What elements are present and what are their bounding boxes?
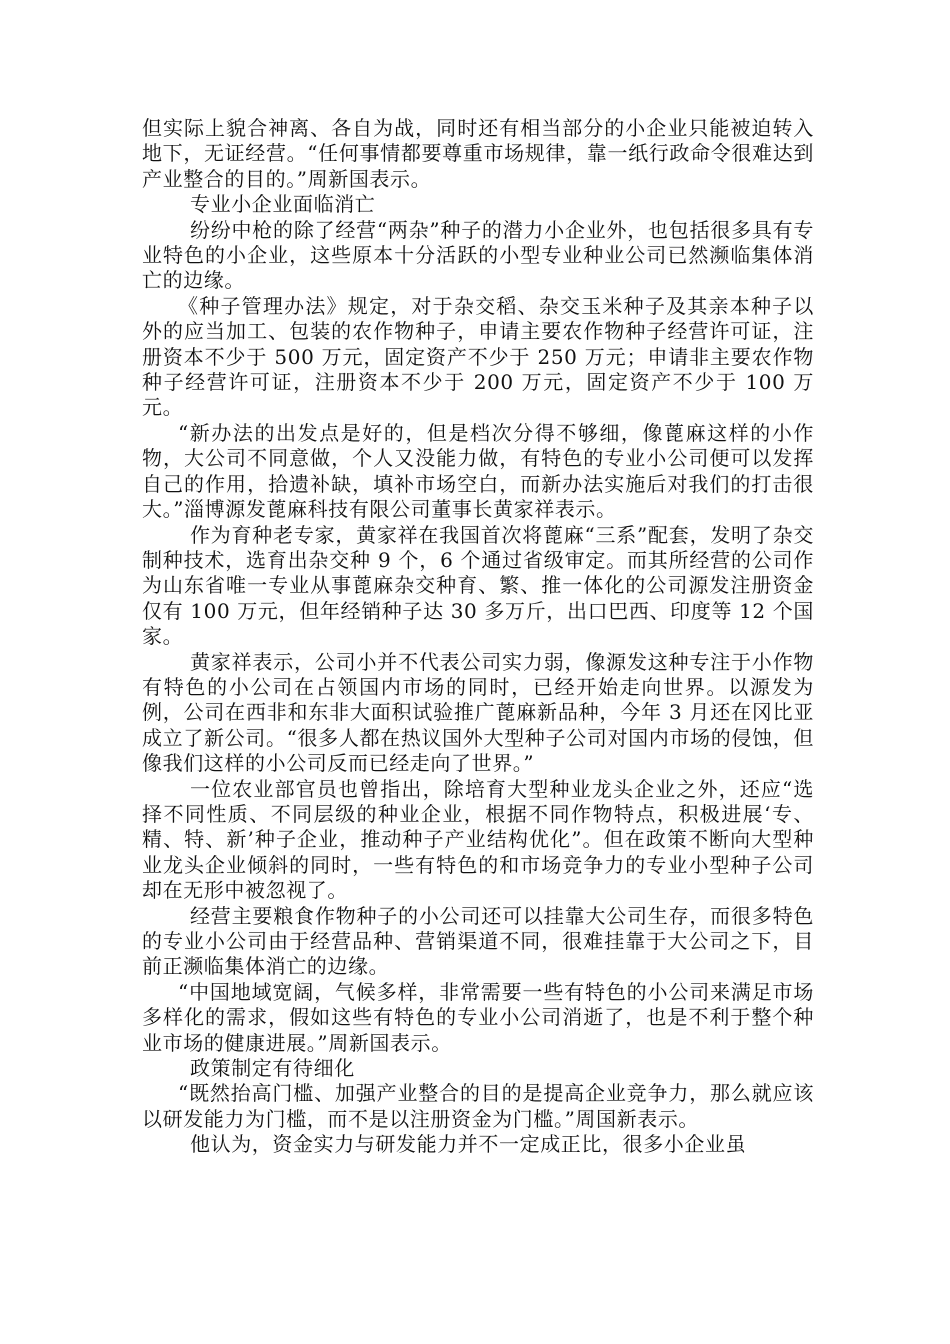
paragraph-quote: “新办法的出发点是好的，但是档次分得不够细，像蓖麻这样的小作物，大公司不同意做，个人又没能力做，有特色的专业小公司便可以发挥自己的作用，拾遗补缺，填补市场空白，而新办法实施后对我们的打击很大。”淄博源发蓖麻科技有限公司董事长黄家祥表示。 (142, 420, 814, 522)
paragraph: 纷纷中枪的除了经营“两杂”种子的潜力小企业外，也包括很多具有专业特色的小企业，这些原本十分活跃的小型专业种业公司已然濒临集体消亡的边缘。 (142, 217, 814, 293)
section-heading-small-firms: 专业小企业面临消亡 (190, 192, 376, 217)
paragraph-quote: “中国地域宽阔，气候多样，非常需要一些有特色的小公司来满足市场多样化的需求，假如这些有特色的专业小公司消逝了，也是不利于整个种业市场的健康进展。”周新国表示。 (142, 979, 814, 1055)
paragraph-continuation: 但实际上貌合神离、各自为战，同时还有相当部分的小企业只能被迫转入地下，无证经营。“任何事情都要尊重市场规律，靠一纸行政命令很难达到产业整合的目的。”周新国表示。 (142, 116, 814, 191)
paragraph-truncated: 他认为，资金实力与研发能力并不一定成正比，很多小企业虽 (190, 1132, 747, 1157)
paragraph: 经营主要粮食作物种子的小公司还可以挂靠大公司生存，而很多特色的专业小公司由于经营品种、营销渠道不同，很难挂靠于大公司之下，目前正濒临集体消亡的边缘。 (142, 903, 814, 979)
paragraph: 一位农业部官员也曾指出，除培育大型种业龙头企业之外，还应“选择不同性质、不同层级的种业企业，根据不同作物特点，积极进展‘专、精、特、新’种子企业，推动种子产业结构优化”。但在政策不断向大型种业龙头企业倾斜的同时，一些有特色的和市场竞争力的专业小型种子公司却在无形中被忽视了。 (142, 776, 814, 903)
paragraph: 黄家祥表示，公司小并不代表公司实力弱，像源发这种专注于小作物有特色的小公司在占领国内市场的同时，已经开始走向世界。以源发为例，公司在西非和东非大面积试验推广蓖麻新品种，今年 3 月还在冈比亚成立了新公司。“很多人都在热议国外大型种子公司对国内市场的侵蚀，但像我们这样的小公司反而已经走向了世界。” (142, 649, 814, 776)
document-page (142, 116, 814, 1158)
paragraph: 《种子管理办法》规定，对于杂交稻、杂交玉米种子及其亲本种子以外的应当加工、包装的农作物种子，申请主要农作物种子经营许可证，注册资本不少于 500 万元，固定资产不少于 250 万元；申请非主要农作物种子经营许可证，注册资本不少于 200 万元，固定资产不少于 100 万元。 (142, 293, 814, 420)
paragraph-quote: “既然抬高门槛、加强产业整合的目的是提高企业竞争力，那么就应该以研发能力为门槛，而不是以注册资金为门槛。”周国新表示。 (142, 1081, 814, 1131)
section-heading-policy: 政策制定有待细化 (190, 1056, 355, 1081)
paragraph: 作为育种老专家，黄家祥在我国首次将蓖麻“三系”配套，发明了杂交制种技术，选育出杂交种 9 个，6 个通过省级审定。而其所经营的公司作为山东省唯一专业从事蓖麻杂交种育、繁、推一体化的公司源发注册资金仅有 100 万元，但年经销种子达 30 多万斤，出口巴西、印度等 12 个国家。 (142, 522, 814, 649)
